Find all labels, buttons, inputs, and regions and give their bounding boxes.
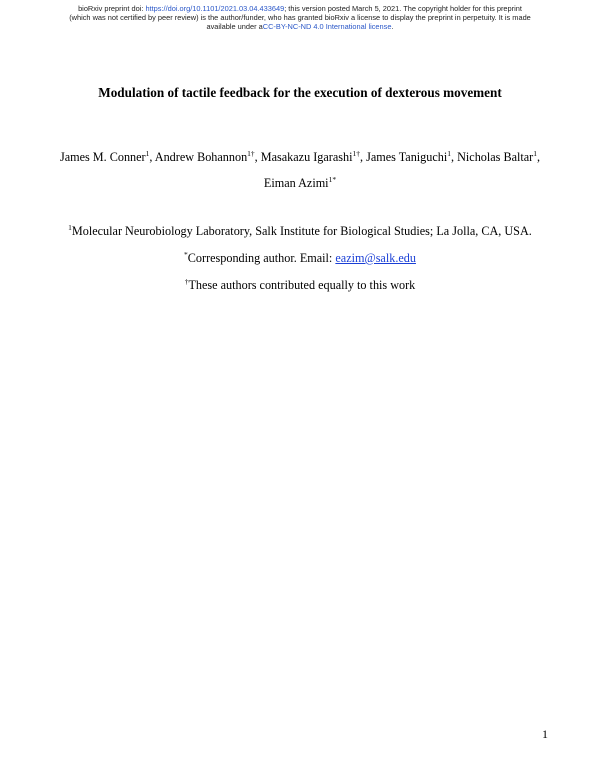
author-list: James M. Conner$^1$, Andrew Bohannon$^{1\dagger}$, Masakazu Igarashi$^{1\dagger}$, James Taniguchi$^1$, Nicholas Baltar$^1$, Eiman Azimi$^{1*}$ bbox=[59, 149, 541, 190]
author: Masakazu Igarashi$^{1\dagger}$ bbox=[260, 149, 360, 164]
author: Andrew Bohannon$^{1\dagger}$ bbox=[154, 149, 255, 164]
preprint-banner bbox=[30, 4, 570, 31]
license-link[interactable]: CC-BY-NC-ND 4.0 International license bbox=[262, 22, 392, 31]
banner-line-1 bbox=[30, 4, 570, 13]
banner-text: ; this version posted March 5, 2021. The copyright holder for this preprint bbox=[284, 4, 522, 13]
author: James M. Conner$^1$ bbox=[59, 149, 150, 164]
equal-contribution-note: †These authors contributed equally to this work bbox=[184, 277, 416, 292]
affiliation: $^1$Molecular Neurobiology Laboratory, Salk Institute for Biological Studies; La Jolla, CA, USA. bbox=[68, 223, 532, 238]
author: James Taniguchi$^1$ bbox=[366, 149, 451, 164]
author: Nicholas Baltar$^1$ bbox=[457, 149, 537, 164]
doi-link[interactable]: https://doi.org/10.1101/2021.03.04.433649 bbox=[145, 4, 285, 13]
paper-title: Modulation of tactile feedback for the execution of dexterous movement bbox=[98, 85, 502, 100]
author: Eiman Azimi$^{1*}$ bbox=[263, 175, 337, 190]
banner-text: bioRxiv preprint doi: bbox=[78, 4, 146, 13]
email-link[interactable]: eazim@salk.edu bbox=[335, 251, 416, 265]
banner-text: available under a bbox=[206, 22, 263, 31]
banner-line-3 bbox=[30, 22, 570, 31]
corresponding-author: *Corresponding author. Email: eazim@salk.edu bbox=[184, 250, 416, 265]
banner-line-2: (which was not certified by peer review) is the author/funder, who has granted bioRxiv a license to display the preprint in perpetuity. It is made bbox=[69, 13, 531, 22]
page-number: 1 bbox=[542, 727, 548, 741]
banner-text: . bbox=[391, 22, 394, 31]
